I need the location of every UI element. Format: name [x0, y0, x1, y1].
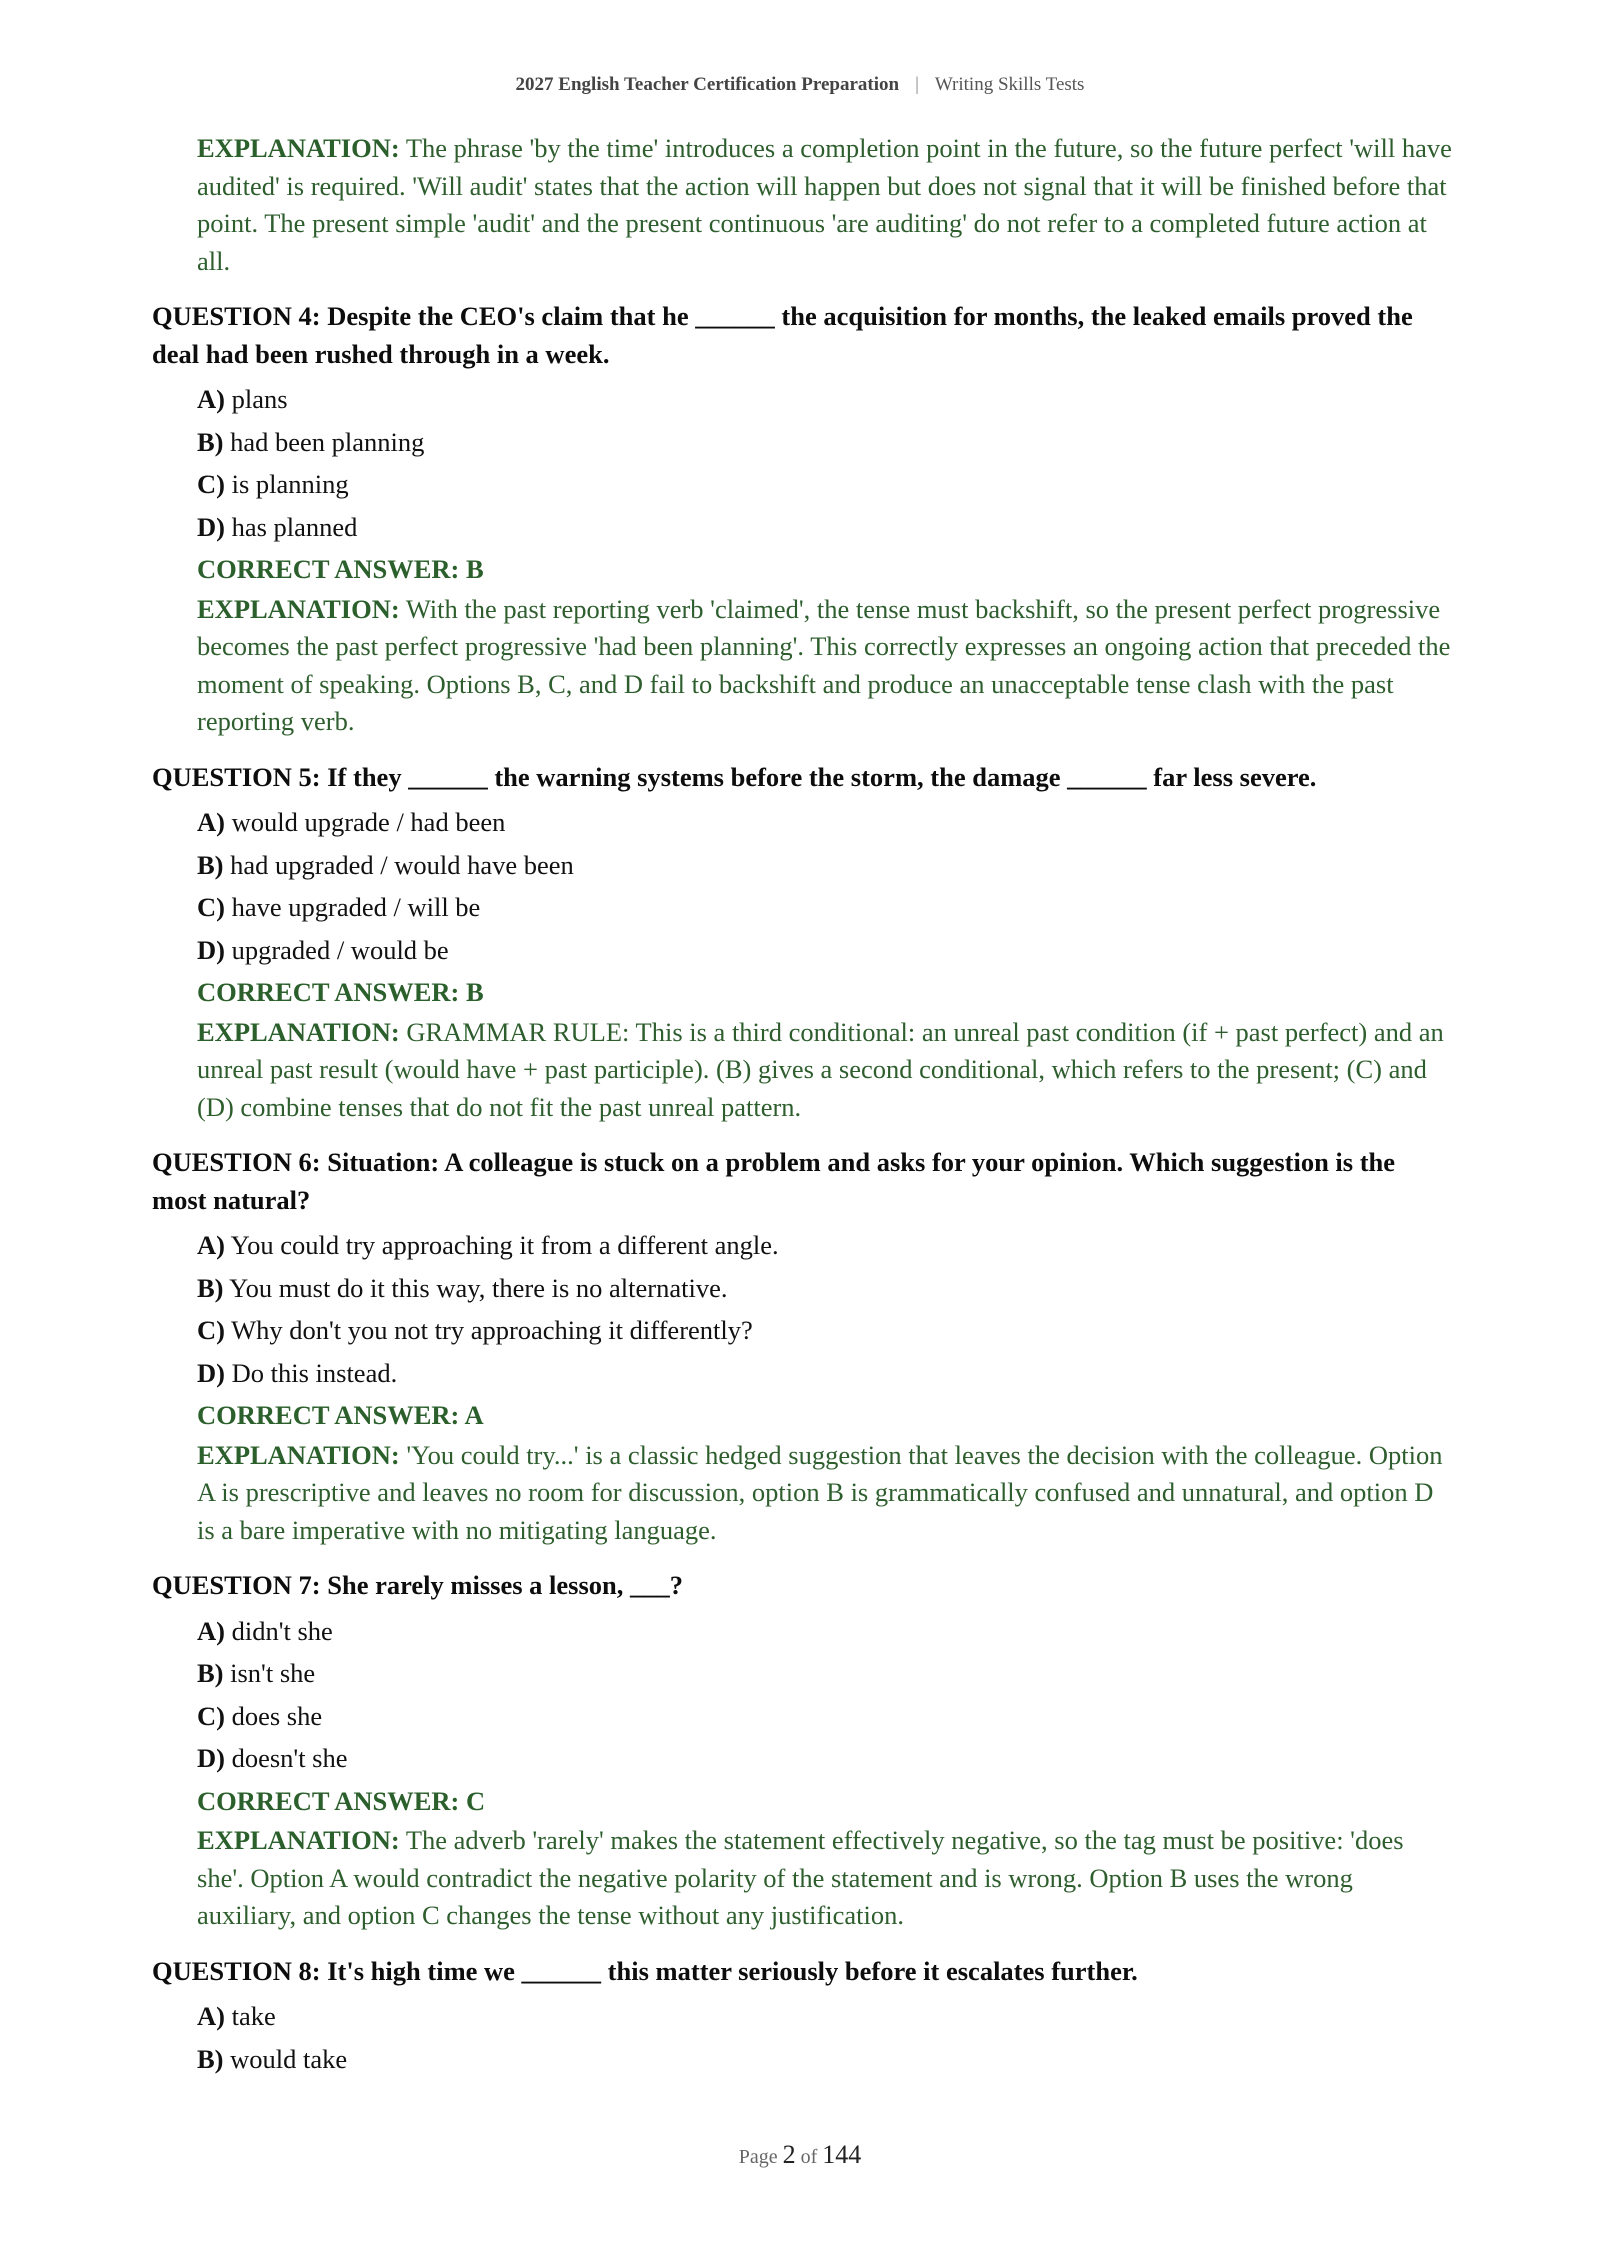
option-b — [197, 1652, 1452, 1695]
option-a — [197, 801, 1452, 844]
option-letter: A) — [197, 807, 225, 837]
page-of-label: of — [800, 2146, 818, 2168]
header-section: Writing Skills Tests — [934, 74, 1085, 95]
header-title: 2027 English Teacher Certification Preparation — [515, 74, 900, 95]
option-text: take — [231, 2001, 276, 2031]
option-text: is planning — [231, 469, 349, 499]
option-text: had upgraded / would have been — [230, 849, 574, 880]
option-letter: D) — [197, 1357, 225, 1388]
option-b — [197, 1267, 1452, 1310]
question-block — [152, 1953, 1452, 2081]
explanation-block — [197, 1437, 1452, 1550]
option-text: isn't she — [230, 1658, 316, 1688]
option-d — [197, 1352, 1452, 1395]
explanation-text: With the past reporting verb 'claimed', the tense must backshift, so the present perfect progressive becomes the past perfect progressive 'had been planning'. This correctly expresses an ongoing action that preceded the moment of speaking. Options B, C, and D fail to backshift and produce an unacceptable tense clash with the past reporting verb. — [197, 593, 1451, 736]
option-d — [197, 506, 1452, 549]
correct-answer: CORRECT ANSWER: B — [197, 977, 484, 1007]
correct-answer: CORRECT ANSWER: C — [197, 1785, 486, 1816]
page-content — [152, 130, 1452, 2080]
option-letter: D) — [197, 934, 225, 965]
page-label: Page — [738, 2146, 778, 2168]
header-separator: | — [915, 74, 919, 95]
option-text: would upgrade / had been — [231, 807, 506, 837]
option-c — [197, 463, 1452, 506]
option-letter: C) — [197, 1700, 225, 1731]
option-letter: B) — [197, 1658, 224, 1688]
page-number: 2 — [782, 2140, 796, 2169]
option-text: You could try approaching it from a different angle. — [230, 1230, 779, 1260]
question-stem: QUESTION 5: If they ______ the warning systems before the storm, the damage ______ far less severe. — [152, 761, 1317, 792]
option-text: plans — [231, 384, 288, 414]
explanation-label: EXPLANATION: — [197, 133, 400, 163]
option-text: has planned — [231, 511, 358, 542]
option-d — [197, 929, 1452, 972]
option-a — [197, 1995, 1452, 2038]
option-letter: C) — [197, 1315, 225, 1345]
explanation-text: 'You could try...' is a classic hedged suggestion that leaves the decision with the colleague. Option A is prescriptive and leaves no room for discussion, option B is grammatically confused and unnatural, and option D is a bare imperative with no mitigating language. — [197, 1439, 1443, 1545]
explanation-block — [197, 130, 1452, 280]
option-text: does she — [231, 1700, 323, 1731]
question-stem: QUESTION 6: Situation: A colleague is stuck on a problem and asks for your opinion. Which suggestion is the most natural? — [152, 1147, 1396, 1215]
option-letter: A) — [197, 1230, 225, 1260]
running-header — [0, 74, 1600, 96]
option-a — [197, 378, 1452, 421]
question-block — [152, 759, 1452, 1127]
option-letter: D) — [197, 1743, 225, 1773]
explanation-label: EXPLANATION: — [197, 1016, 400, 1047]
option-text: Do this instead. — [231, 1357, 398, 1388]
option-text: doesn't she — [231, 1743, 348, 1773]
question-block — [152, 298, 1452, 741]
explanation-label: EXPLANATION: — [197, 1825, 400, 1855]
option-text: You must do it this way, there is no alternative. — [229, 1272, 728, 1303]
option-letter: C) — [197, 469, 225, 499]
option-a — [197, 1224, 1452, 1267]
option-b — [197, 844, 1452, 887]
explanation-block — [197, 1014, 1452, 1127]
explanation-label: EXPLANATION: — [197, 1439, 400, 1470]
option-letter: A) — [197, 2001, 225, 2031]
option-letter: A) — [197, 384, 225, 414]
option-letter: B) — [197, 1272, 224, 1303]
explanation-text: GRAMMAR RULE: This is a third conditional: an unreal past condition (if + past perfect) and an unreal past result (would have + past participle). (B) gives a second conditional, which refers to the present; (C) and (D) combine tenses that do not fit the past unreal pattern. — [197, 1016, 1444, 1122]
page-total: 144 — [822, 2140, 862, 2169]
question-stem: QUESTION 4: Despite the CEO's claim that he ______ the acquisition for months, the leaked emails proved the deal had been rushed through in a week. — [152, 301, 1413, 369]
page-footer — [0, 2140, 1600, 2170]
question-stem: QUESTION 8: It's high time we ______ this matter seriously before it escalates further. — [152, 1955, 1138, 1986]
option-text: upgraded / would be — [231, 934, 449, 965]
explanation-text: The phrase 'by the time' introduces a completion point in the future, so the future perfect 'will have audited' is required. 'Will audit' states that the action will happen but does not signal that it will be finished before that point. The present simple 'audit' and the present continuous 'are auditing' do not refer to a completed future action at all. — [197, 133, 1452, 276]
correct-answer: CORRECT ANSWER: A — [197, 1400, 484, 1430]
option-c — [197, 886, 1452, 929]
question-block — [152, 1567, 1452, 1935]
option-a — [197, 1610, 1452, 1653]
option-letter: B) — [197, 849, 224, 880]
option-c — [197, 1695, 1452, 1738]
option-letter: B) — [197, 2043, 224, 2074]
option-b — [197, 2038, 1452, 2081]
option-letter: B) — [197, 426, 224, 457]
option-text: Why don't you not try approaching it differently? — [231, 1315, 753, 1345]
option-d — [197, 1737, 1452, 1780]
option-c — [197, 1309, 1452, 1352]
explanation-text: The adverb 'rarely' makes the statement effectively negative, so the tag must be positive: 'does she'. Option A would contradict the negative polarity of the statement and is wrong. Option B uses the wrong auxiliary, and option C changes the tense without any justification. — [197, 1825, 1404, 1930]
option-text: had been planning — [230, 426, 425, 457]
explanation-block — [197, 1822, 1452, 1935]
option-letter: A) — [197, 1615, 225, 1646]
option-text: didn't she — [231, 1615, 333, 1646]
explanation-label: EXPLANATION: — [197, 593, 400, 624]
option-b — [197, 421, 1452, 464]
question-stem: QUESTION 7: She rarely misses a lesson, ___? — [152, 1570, 684, 1600]
option-text: would take — [230, 2043, 348, 2074]
explanation-block — [197, 591, 1452, 741]
correct-answer: CORRECT ANSWER: B — [197, 554, 484, 584]
option-letter: D) — [197, 511, 225, 542]
option-text: have upgraded / will be — [231, 892, 481, 922]
question-block — [152, 1144, 1452, 1549]
option-letter: C) — [197, 892, 225, 922]
